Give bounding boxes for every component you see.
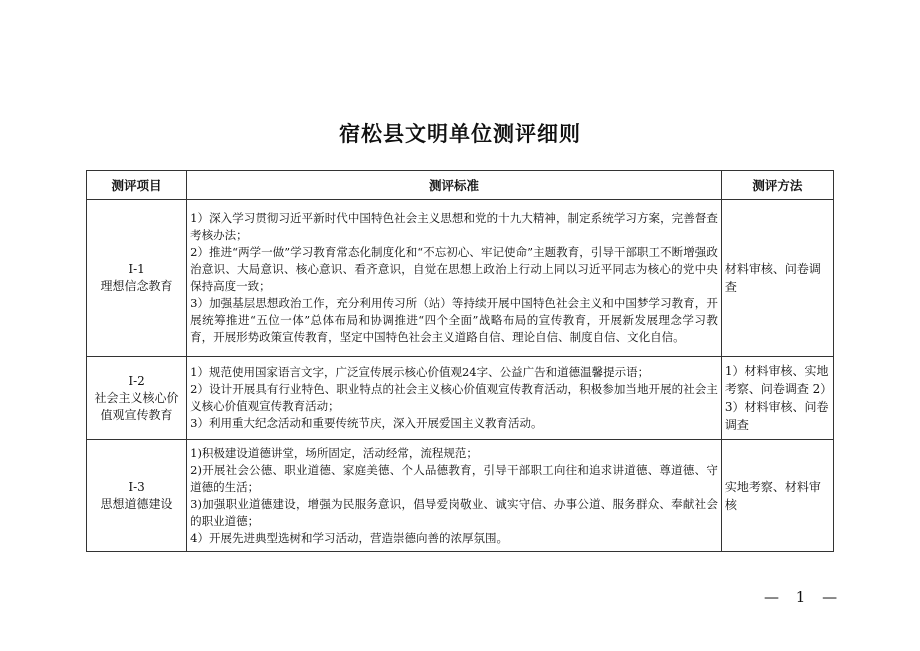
item-name: 思想道德建设 [100, 496, 173, 511]
evaluation-table [86, 170, 834, 552]
standard-line: 4）开展先进典型选树和学习活动，营造崇德向善的浓厚氛围。 [190, 530, 508, 545]
item-code: I-1 [128, 262, 145, 276]
item-name: 社会主义核心价值观宣传教育 [94, 390, 179, 422]
standard-line: 3）利用重大纪念活动和重要传统节庆，深入开展爱国主义教育活动。 [190, 416, 543, 430]
method-cell: 材料审核、问卷调查 [721, 200, 833, 357]
table-row [87, 200, 834, 357]
standard-line: 2）设计开展具有行业特色、职业特点的社会主义核心价值观宣传教育活动，积极参加当地开展的社会主义核心价值观宣传教育活动； [190, 382, 718, 413]
item-cell [87, 200, 187, 357]
table-row [87, 440, 834, 552]
standard-cell [187, 200, 722, 357]
standard-cell [187, 440, 722, 552]
item-code: I-2 [128, 373, 145, 388]
method-cell: 实地考察、材料审核 [721, 440, 833, 552]
header-standard: 测评标准 [187, 171, 722, 200]
header-item: 测评项目 [87, 171, 187, 200]
method-cell: 1）材料审核、实地考察、问卷调查 2）3）材料审核、问卷调查 [721, 357, 833, 440]
table-header-row [87, 171, 834, 200]
header-method: 测评方法 [721, 171, 833, 200]
item-code: I-3 [128, 479, 145, 494]
item-cell [87, 357, 187, 440]
page-number: — 1 — [764, 588, 844, 606]
item-cell [87, 440, 187, 552]
table-row [87, 357, 834, 440]
standard-line: 1）规范使用国家语言文字，广泛宣传展示核心价值观24字、公益广告和道德温馨提示语； [190, 365, 650, 379]
standard-line: 2）推进“两学一做”学习教育常态化制度化和“不忘初心、牢记使命”主题教育，引导干部职工不断增强政治意识、大局意识、核心意识、看齐意识，自觉在思想上政治上行动上同以习近平同志为核心的党中央保持高度一致； [190, 245, 718, 293]
document-title: 宿松县文明单位测评细则 [339, 122, 581, 146]
standard-line: 1)积极建设道德讲堂，场所固定，活动经常，流程规范； [190, 445, 478, 460]
item-name: 理想信念教育 [100, 279, 173, 293]
standard-line: 3)加强职业道德建设，增强为民服务意识，倡导爱岗敬业、诚实守信、办事公道、服务群众、奉献社会的职业道德； [190, 496, 718, 528]
standard-line: 3）加强基层思想政治工作，充分利用传习所（站）等持续开展中国特色社会主义和中国梦学习教育，开展统筹推进“五位一体”总体布局和协调推进“四个全面”战略布局的宣传教育，开展新发展理念学习教育，开展形势政策宣传教育，坚定中国特色社会主义道路自信、理论自信、制度自信、文化自信。 [190, 296, 718, 344]
standard-line: 2)开展社会公德、职业道德、家庭美德、个人品德教育，引导干部职工向往和追求讲道德、尊道德、守道德的生活； [190, 462, 718, 494]
standard-line: 1）深入学习贯彻习近平新时代中国特色社会主义思想和党的十九大精神，制定系统学习方案，完善督查考核办法； [190, 211, 718, 242]
standard-cell [187, 357, 722, 440]
